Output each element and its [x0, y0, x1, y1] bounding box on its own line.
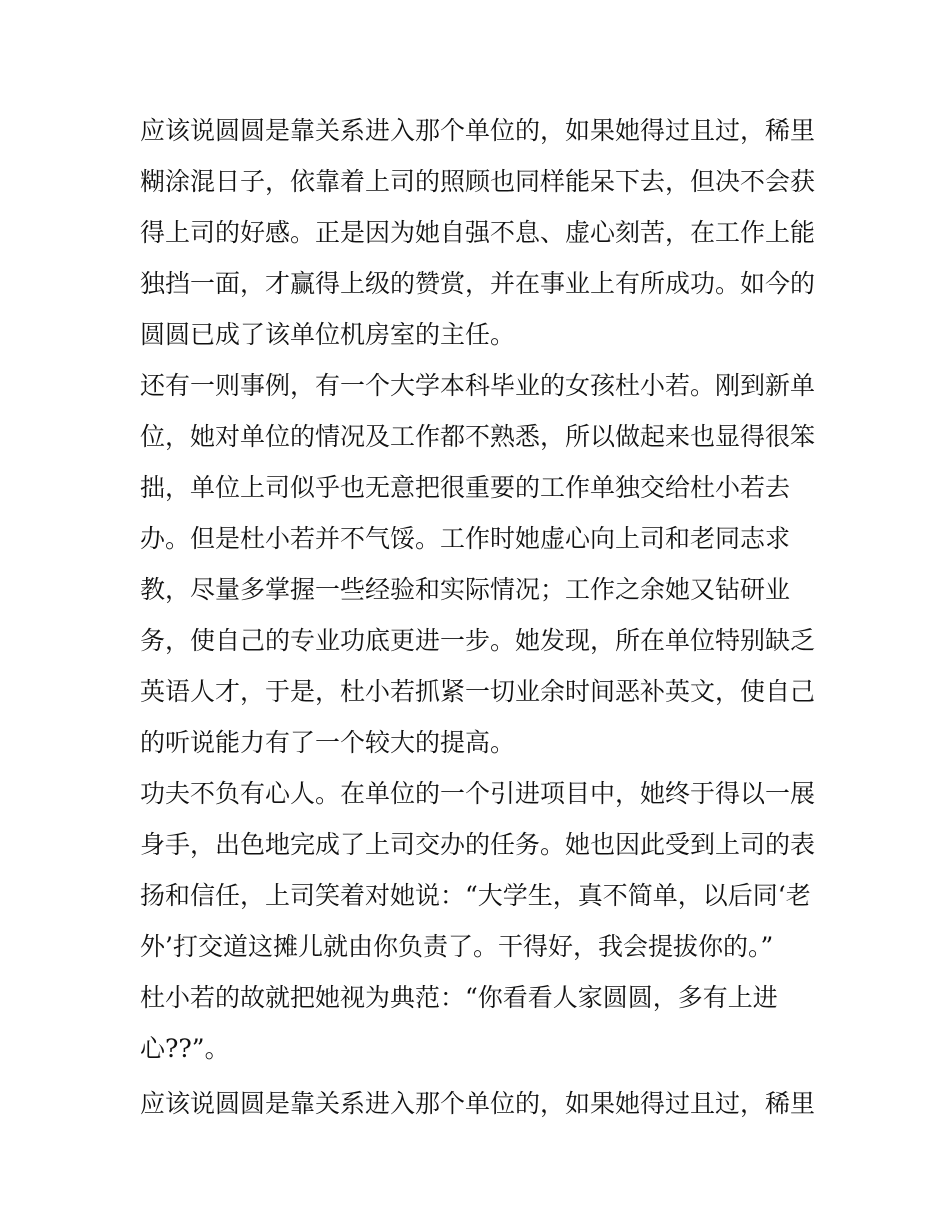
- text-line: 杜小若的故就把她视为典范：“你看看人家圆圆，多有上进: [140, 983, 778, 1012]
- text-line: 糊涂混日子，依靠着上司的照顾也同样能呆下去，但决不会获: [140, 167, 816, 196]
- text-line: 还有一则事例，有一个大学本科毕业的女孩杜小若。刚到新单: [140, 371, 816, 400]
- text-line: 得上司的好感。正是因为她自强不息、虚心刻苦，在工作上能: [140, 218, 816, 247]
- text-line: 拙，单位上司似乎也无意把很重要的工作单独交给杜小若去: [140, 473, 791, 502]
- text-line: 应该说圆圆是靠关系进入那个单位的，如果她得过且过，稀里: [140, 1089, 816, 1118]
- text-line: 外’打交道这摊儿就由你负责了。干得好，我会提拔你的。”: [140, 932, 774, 961]
- paragraph-1: [140, 105, 820, 360]
- text-line: 圆圆已成了该单位机房室的主任。: [140, 320, 516, 349]
- text-line: 位，她对单位的情况及工作都不熟悉，所以做起来也显得很笨: [140, 422, 816, 451]
- text-line: 扬和信任，上司笑着对她说：“大学生，真不简单，以后同‘老: [140, 881, 811, 910]
- text-line: 独挡一面，才赢得上级的赞赏，并在事业上有所成功。如今的: [140, 269, 816, 298]
- text-line: 办。但是杜小若并不气馁。工作时她虚心向上司和老同志求: [140, 524, 791, 553]
- text-line: 应该说圆圆是靠关系进入那个单位的，如果她得过且过，稀里: [140, 116, 816, 145]
- text-line: 心??”。: [140, 1034, 230, 1063]
- paragraph-2: [140, 360, 820, 768]
- text-line: 功夫不负有心人。在单位的一个引进项目中，她终于得以一展: [140, 779, 816, 808]
- paragraph-3: [140, 768, 820, 1074]
- text-line: 务，使自己的专业功底更进一步。她发现，所在单位特别缺乏: [140, 626, 816, 655]
- text-line: 的听说能力有了一个较大的提高。: [140, 728, 516, 757]
- text-line: 英语人才，于是，杜小若抓紧一切业余时间恶补英文，使自己: [140, 677, 816, 706]
- document-body: [140, 105, 820, 1129]
- text-line: 教，尽量多掌握一些经验和实际情况；工作之余她又钻研业: [140, 575, 791, 604]
- text-line: 身手，出色地完成了上司交办的任务。她也因此受到上司的表: [140, 830, 816, 859]
- paragraph-4: [140, 1078, 820, 1129]
